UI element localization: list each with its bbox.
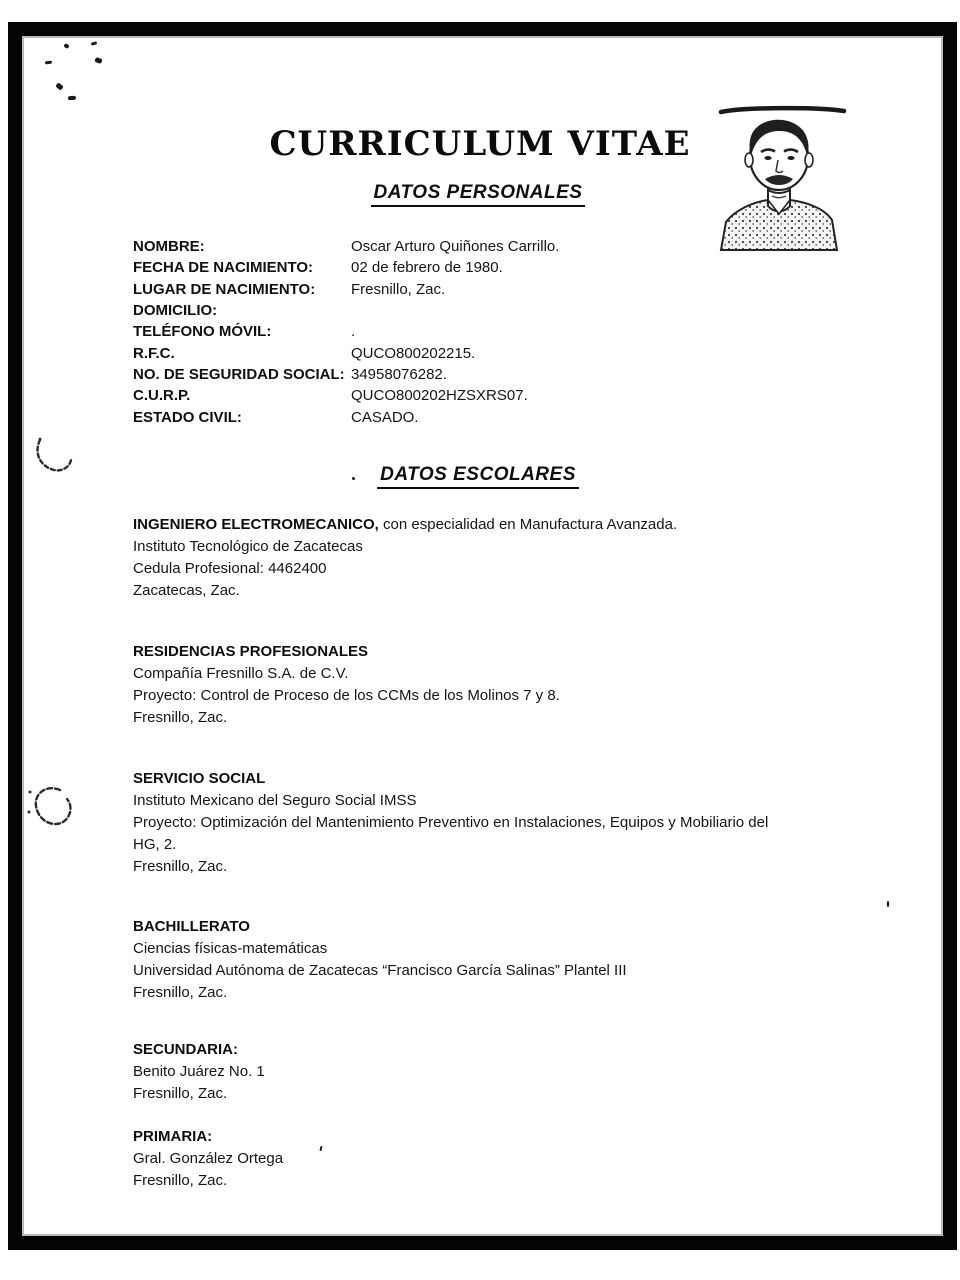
section-line: Fresnillo, Zac.: [133, 1172, 228, 1189]
degree-title: INGENIERO ELECTROMECANICO,: [133, 516, 379, 533]
section-title: RESIDENCIAS PROFESIONALES: [133, 643, 369, 660]
field-value: 02 de febrero de 1980.: [351, 259, 503, 277]
pen-mark-circle: [26, 782, 80, 836]
field-label: TELÉFONO MÓVIL:: [133, 323, 272, 341]
degree-line: Cedula Profesional: 4462400: [133, 560, 327, 577]
section-line: Proyecto: Control de Proceso de los CCMs de los Molinos 7 y 8.: [133, 687, 560, 704]
field-label: FECHA DE NACIMIENTO:: [133, 259, 313, 277]
ear-right: [805, 153, 813, 167]
field-row: [133, 406, 773, 427]
field-row: [133, 364, 773, 385]
section-degree: [133, 514, 933, 602]
section-line: HG, 2.: [133, 836, 177, 853]
heading-datos-escolares: DATOS ESCOLARES: [377, 464, 579, 489]
field-label: R.F.C.: [133, 344, 175, 362]
page-title: CURRICULUM VITAE: [269, 124, 691, 164]
degree-line: Zacatecas, Zac.: [133, 582, 240, 599]
section-line: Ciencias físicas-matemáticas: [133, 940, 328, 957]
field-row: [133, 300, 773, 321]
field-value: 34958076282.: [351, 365, 447, 383]
field-row: [133, 321, 773, 342]
degree-line: Instituto Tecnológico de Zacatecas: [133, 538, 363, 555]
heading-datos-personales: DATOS PERSONALES: [371, 182, 586, 207]
section-line: Compañía Fresnillo S.A. de C.V.: [133, 665, 349, 682]
section-line: Universidad Autónoma de Zacatecas “Francisco García Salinas” Plantel III: [133, 962, 627, 979]
field-label: NOMBRE:: [133, 238, 205, 256]
field-value: Fresnillo, Zac.: [351, 280, 446, 298]
field-value: QUCO800202215.: [351, 344, 476, 362]
section-line: Fresnillo, Zac.: [133, 1085, 228, 1102]
ear-left: [745, 153, 753, 167]
section-title: SERVICIO SOCIAL: [133, 770, 266, 787]
section-residencias: [133, 641, 933, 729]
section-title: PRIMARIA:: [133, 1128, 213, 1145]
section-secundaria: [133, 1039, 933, 1105]
section-line: Benito Juárez No. 1: [133, 1063, 265, 1080]
section-line: Instituto Mexicano del Seguro Social IMSS: [133, 792, 417, 809]
portrait-photo: [713, 100, 851, 255]
field-value: CASADO.: [351, 408, 419, 426]
eye-right: [787, 156, 794, 160]
field-row: [133, 236, 773, 257]
field-label: NO. DE SEGURIDAD SOCIAL:: [133, 365, 345, 383]
personal-data-fields: [133, 236, 773, 428]
field-value: .: [351, 323, 356, 341]
section-line: Gral. González Ortega: [133, 1150, 284, 1167]
field-label: ESTADO CIVIL:: [133, 408, 242, 426]
field-label: LUGAR DE NACIMIENTO:: [133, 280, 316, 298]
field-label: DOMICILIO:: [133, 302, 218, 320]
section-line: Fresnillo, Zac.: [133, 984, 228, 1001]
field-row: [133, 385, 773, 406]
section-primaria: [133, 1126, 933, 1192]
degree-specialty: con especialidad en Manufactura Avanzada.: [378, 516, 678, 533]
section-bachillerato: [133, 916, 933, 1004]
eye-left: [764, 156, 771, 160]
field-row: [133, 279, 773, 300]
field-value: Oscar Arturo Quiñones Carrillo.: [351, 238, 560, 256]
scan-speck: [887, 901, 889, 907]
field-label: C.U.R.P.: [133, 387, 191, 405]
photo-top-border: [721, 108, 844, 112]
field-row: [133, 257, 773, 278]
section-title: BACHILLERATO: [133, 918, 250, 935]
section-line: Proyecto: Optimización del Mantenimiento Preventivo en Instalaciones, Equipos y Mobiliario del: [133, 814, 769, 831]
pen-mark-curve: [30, 432, 78, 484]
field-value: QUCO800202HZSXRS07.: [351, 387, 528, 405]
section-line: Fresnillo, Zac.: [133, 858, 228, 875]
section-line: Fresnillo, Zac.: [133, 709, 228, 726]
section-servicio-social: [133, 768, 933, 878]
field-row: [133, 342, 773, 363]
section-title: SECUNDARIA:: [133, 1041, 238, 1058]
scan-speck: [68, 96, 76, 101]
